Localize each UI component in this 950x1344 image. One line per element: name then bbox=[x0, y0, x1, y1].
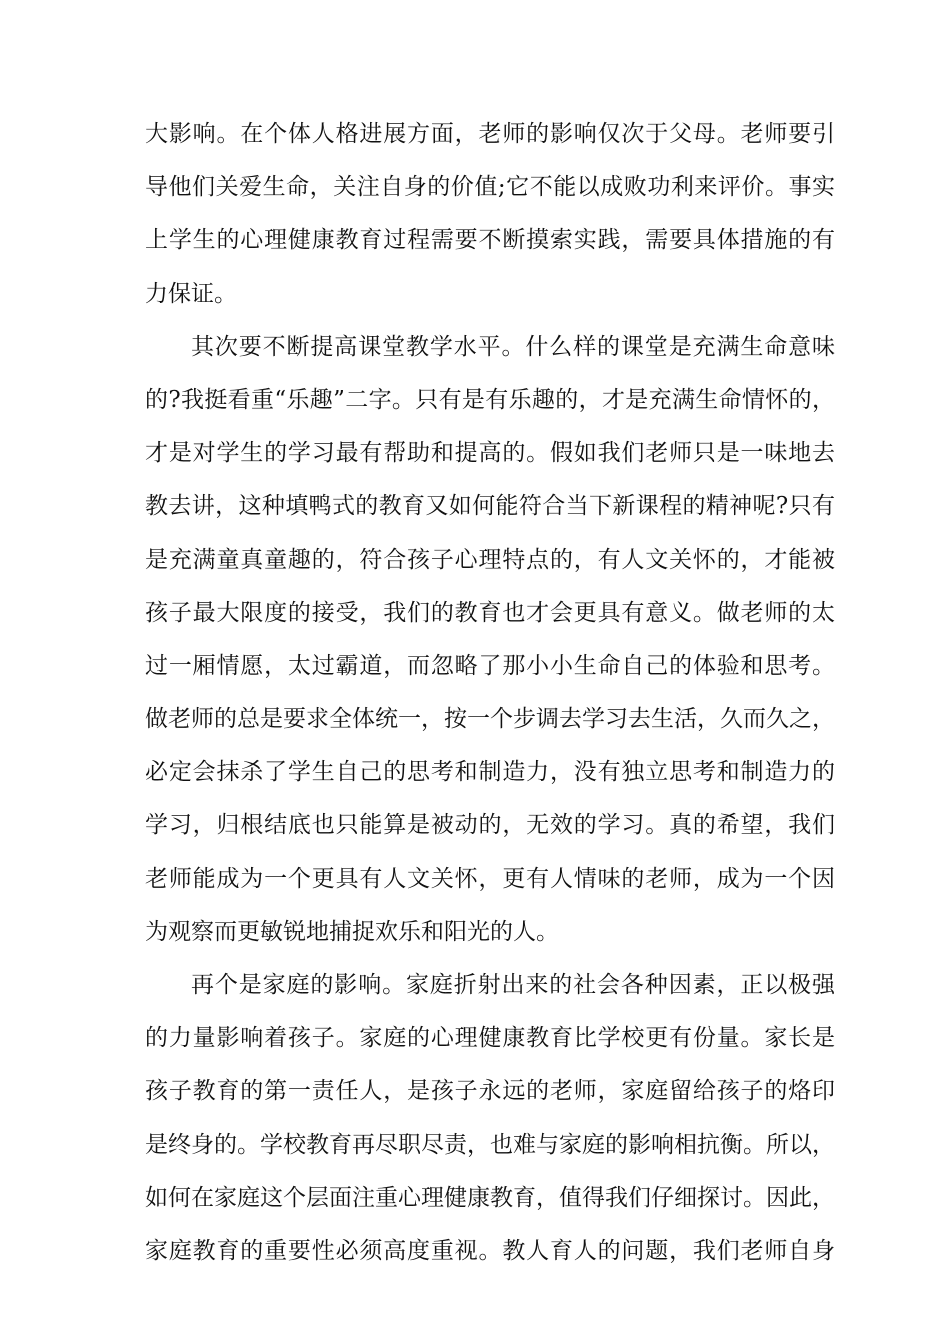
text-line: 的?我挺看重“乐趣”二字。只有是有乐趣的，才是充满生命情怀的， bbox=[145, 386, 835, 413]
text-line: 为观察而更敏锐地捕捉欢乐和阳光的人。 bbox=[145, 918, 559, 945]
text-line: 的力量影响着孩子。家庭的心理健康教育比学校更有份量。家长是 bbox=[145, 1025, 835, 1052]
text-line: 导他们关爱生命，关注自身的价值;它不能以成败功利来评价。事实 bbox=[145, 174, 835, 201]
text-line: 学习，归根结底也只能算是被动的，无效的学习。真的希望，我们 bbox=[145, 812, 835, 839]
text-line: 如何在家庭这个层面注重心理健康教育，值得我们仔细探讨。因此， bbox=[145, 1184, 835, 1211]
text-line: 孩子教育的第一责任人，是孩子永远的老师，家庭留给孩子的烙印 bbox=[145, 1078, 835, 1105]
body-text bbox=[145, 108, 835, 1278]
text-line: 是充满童真童趣的，符合孩子心理特点的，有人文关怀的，才能被 bbox=[145, 546, 835, 573]
text-line: 再个是家庭的影响。家庭折射出来的社会各种因素，正以极强 bbox=[191, 972, 835, 998]
text-line: 孩子最大限度的接受，我们的教育也才会更具有意义。做老师的太 bbox=[145, 599, 835, 626]
text-line: 过一厢情愿，太过霸道，而忽略了那小小生命自己的体验和思考。 bbox=[145, 652, 835, 679]
text-line: 必定会抹杀了学生自己的思考和制造力，没有独立思考和制造力的 bbox=[145, 759, 835, 786]
text-line: 其次要不断提高课堂教学水平。什么样的课堂是充满生命意味 bbox=[191, 333, 835, 360]
text-line: 老师能成为一个更具有人文关怀，更有人情味的老师，成为一个因 bbox=[145, 865, 835, 892]
text-line: 才是对学生的学习最有帮助和提高的。假如我们老师只是一味地去 bbox=[145, 440, 835, 467]
text-line: 教去讲，这种填鸭式的教育又如何能符合当下新课程的精神呢?只有 bbox=[145, 493, 835, 520]
text-line: 大影响。在个体人格进展方面，老师的影响仅次于父母。老师要引 bbox=[145, 121, 835, 147]
text-line: 上学生的心理健康教育过程需要不断摸索实践，需要具体措施的有 bbox=[145, 227, 835, 254]
text-line: 力保证。 bbox=[145, 280, 237, 307]
text-line: 家庭教育的重要性必须高度重视。教人育人的问题，我们老师自身 bbox=[145, 1237, 835, 1264]
text-line: 是终身的。学校教育再尽职尽责，也难与家庭的影响相抗衡。所以， bbox=[145, 1131, 835, 1158]
text-line: 做老师的总是要求全体统一，按一个步调去学习去生活，久而久之， bbox=[145, 706, 835, 733]
